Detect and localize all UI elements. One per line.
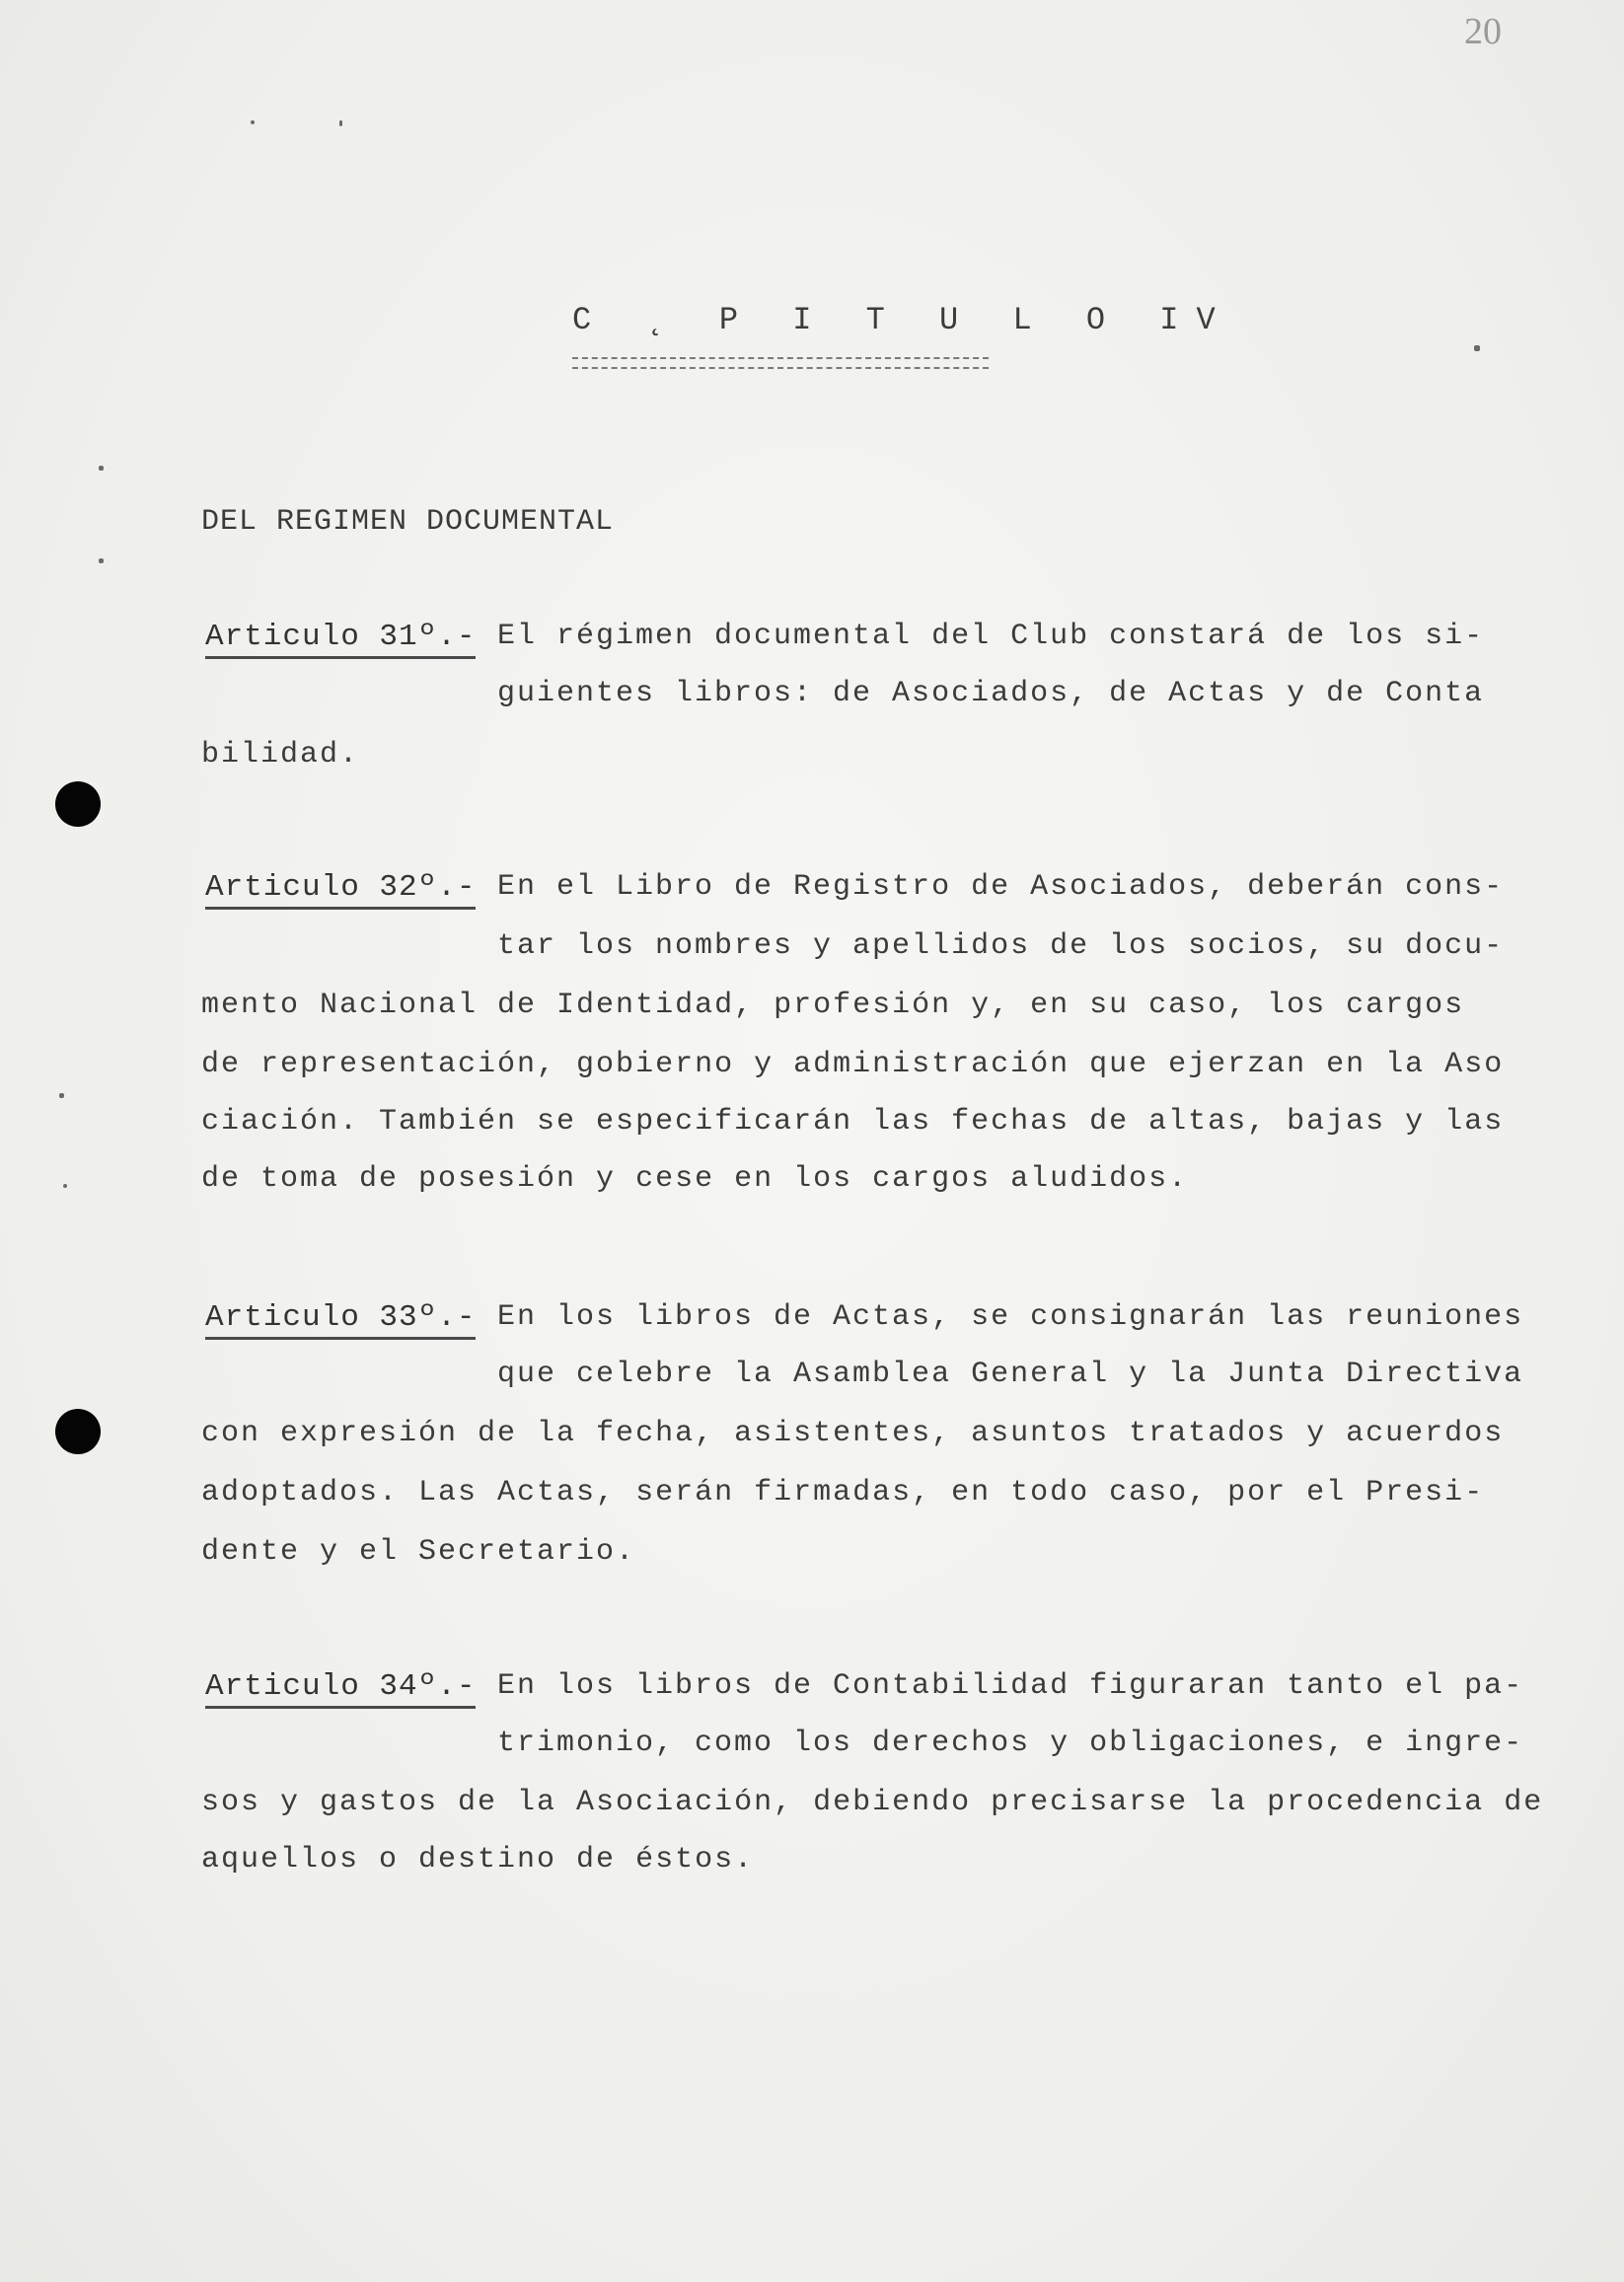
scan-speck — [339, 120, 342, 126]
article-text-line: que celebre la Asamblea General y la Junta Directiva — [497, 1358, 1524, 1391]
article-text-line: de toma de posesión y cese en los cargos aludidos. — [201, 1162, 1189, 1196]
scan-speck — [1474, 345, 1480, 351]
chapter-title: C ˛ P I T U L O IV — [572, 302, 1233, 338]
article-text-line: En los libros de Contabilidad figuraran tanto el pa- — [497, 1669, 1524, 1703]
article-text-line: guientes libros: de Asociados, de Actas y de Conta — [497, 677, 1485, 710]
article-text-line: aquellos o destino de éstos. — [201, 1843, 755, 1877]
article-label: Articulo 32º.- — [205, 870, 476, 910]
article-text-line: con expresión de la fecha, asistentes, asuntos tratados y acuerdos — [201, 1417, 1505, 1450]
scan-speck — [99, 558, 104, 563]
binder-punch-hole — [55, 781, 101, 827]
scan-speck — [59, 1093, 64, 1098]
article-text-line: tar los nombres y apellidos de los socios, su docu- — [497, 929, 1505, 963]
article-text-line: adoptados. Las Actas, serán firmadas, en todo caso, por el Presi- — [201, 1476, 1485, 1509]
article-text-line: trimonio, como los derechos y obligaciones, e ingre- — [497, 1727, 1524, 1760]
section-heading: DEL REGIMEN DOCUMENTAL — [201, 505, 615, 539]
scan-speck — [251, 120, 255, 124]
article-text-line: En los libros de Actas, se consignarán las reuniones — [497, 1300, 1524, 1334]
article-text-line: de representación, gobierno y administración que ejerzan en la Aso — [201, 1048, 1505, 1081]
article-text-line: En el Libro de Registro de Asociados, deberán cons- — [497, 870, 1505, 904]
article-text-line: sos y gastos de la Asociación, debiendo precisarse la procedencia de — [201, 1786, 1544, 1819]
article-label: Articulo 31º.- — [205, 620, 476, 659]
article-label: Articulo 34º.- — [205, 1669, 476, 1709]
page-number: 20 — [1464, 11, 1502, 52]
article-text-line: mento Nacional de Identidad, profesión y, en su caso, los cargos — [201, 989, 1465, 1022]
article-text-line: El régimen documental del Club constará de los si- — [497, 620, 1485, 653]
binder-punch-hole — [55, 1409, 101, 1454]
article-text-line: dente y el Secretario. — [201, 1535, 636, 1569]
chapter-title-double-underline — [572, 357, 989, 369]
scan-speck — [99, 466, 104, 471]
article-text-line: ciación. También se especificarán las fechas de altas, bajas y las — [201, 1105, 1505, 1139]
article-label: Articulo 33º.- — [205, 1300, 476, 1340]
article-text-line: bilidad. — [201, 738, 360, 772]
scan-speck — [63, 1184, 67, 1188]
